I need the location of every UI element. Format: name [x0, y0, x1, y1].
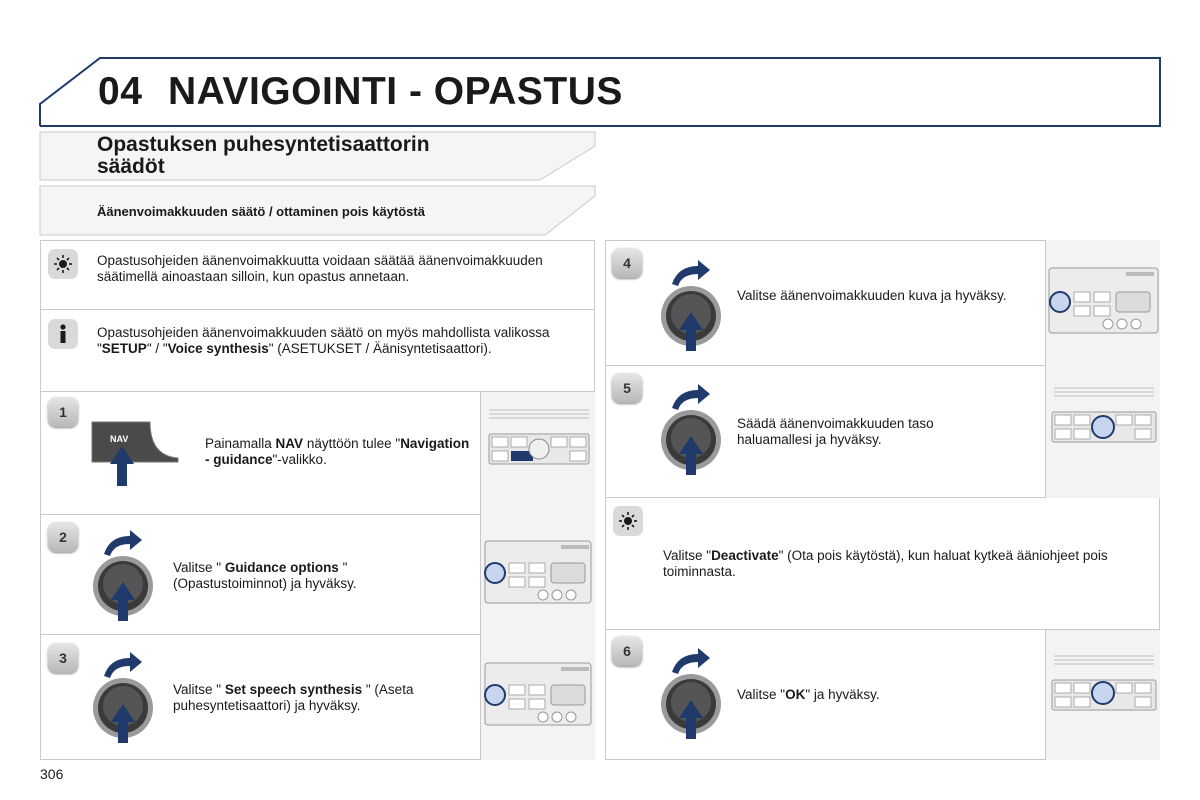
tip-deactivate-text: Valitse "Deactivate" (Ota pois käytöstä), kun haluat kytkeä ääniohjeet pois toiminnasta. — [663, 548, 1108, 579]
nav-term: NAV — [275, 436, 304, 451]
step-3-text: Valitse " Set speech synthesis " (Aseta puhesyntetisaattori) ja hyväksy. — [173, 682, 414, 713]
deactivate-term: Deactivate — [711, 548, 779, 563]
step-1-badge: 1 — [48, 397, 78, 427]
tip-setup-text: Opastusohjeiden äänenvoimakkuuden säätö on myös mahdollista valikossa "SETUP" / "Voice synthesis" (ASETUKSET / Äänisyntetisaattori). — [97, 325, 550, 356]
radio-illustration-1 — [481, 392, 596, 515]
radio-panel-4 — [1045, 240, 1160, 366]
radio-panel-2 — [480, 515, 595, 635]
voice-synthesis-term: Voice synthesis — [167, 341, 269, 356]
radio-illustration-2 — [481, 515, 596, 635]
radio-panel-1 — [480, 392, 595, 515]
info-icon — [47, 318, 79, 350]
step-3-badge: 3 — [48, 643, 78, 673]
nav-button-illustration — [90, 418, 185, 488]
step-5-text: Säädä äänenvoimakkuuden taso haluamallesi ja hyväksy. — [737, 416, 934, 447]
rotary-knob-icon — [658, 382, 728, 477]
chapter-title: NAVIGOINTI - OPASTUS — [168, 70, 623, 113]
step-4-badge: 4 — [612, 248, 642, 278]
step-2-badge: 2 — [48, 522, 78, 552]
rotary-knob-icon — [90, 650, 160, 745]
rotary-knob-icon — [90, 528, 160, 623]
rotary-knob-icon — [658, 646, 728, 741]
nav-button-label: NAV — [110, 434, 129, 444]
step-2-text: Valitse " Guidance options " (Opastustoiminnot) ja hyväksy. — [173, 560, 357, 591]
set-speech-synthesis-term: Set speech synthesis — [224, 682, 363, 697]
setup-term: SETUP — [101, 341, 147, 356]
ok-term: OK — [785, 687, 806, 702]
radio-illustration-5 — [1046, 366, 1161, 498]
step-6-badge: 6 — [612, 636, 642, 666]
step-1-text: Painamalla NAV näyttöön tulee "Navigation - guidance"-valikko. — [205, 436, 470, 467]
section-title — [97, 134, 557, 178]
radio-panel-3 — [480, 635, 595, 760]
step-6-text: Valitse "OK" ja hyväksy. — [737, 687, 880, 702]
rotary-knob-icon — [658, 258, 728, 353]
section-title-line2: säädöt — [97, 155, 165, 178]
radio-panel-6 — [1045, 630, 1160, 760]
lightbulb-icon — [47, 248, 79, 280]
radio-illustration-3 — [481, 635, 596, 760]
radio-illustration-4 — [1046, 240, 1161, 366]
navigation-guidance-term: Navigation - guidance — [205, 436, 470, 467]
radio-illustration-6 — [1046, 630, 1161, 760]
subsection-title: Äänenvoimakkuuden säätö / ottaminen pois käytöstä — [97, 204, 425, 219]
chapter-number: 04 — [98, 70, 143, 113]
section-title-line1: Opastuksen puhesyntetisaattorin — [97, 133, 430, 156]
page-number: 306 — [40, 766, 64, 782]
step-5-badge: 5 — [612, 373, 642, 403]
step-4-text: Valitse äänenvoimakkuuden kuva ja hyväksy. — [737, 288, 1007, 303]
radio-panel-5 — [1045, 366, 1160, 498]
tip-volume-text: Opastusohjeiden äänenvoimakkuutta voidaan säätää äänenvoimakkuuden säätimellä ainoastaan silloin, kun opastus annetaan. — [97, 253, 543, 284]
guidance-options-term: Guidance options — [224, 560, 339, 575]
lightbulb-icon — [612, 505, 644, 537]
